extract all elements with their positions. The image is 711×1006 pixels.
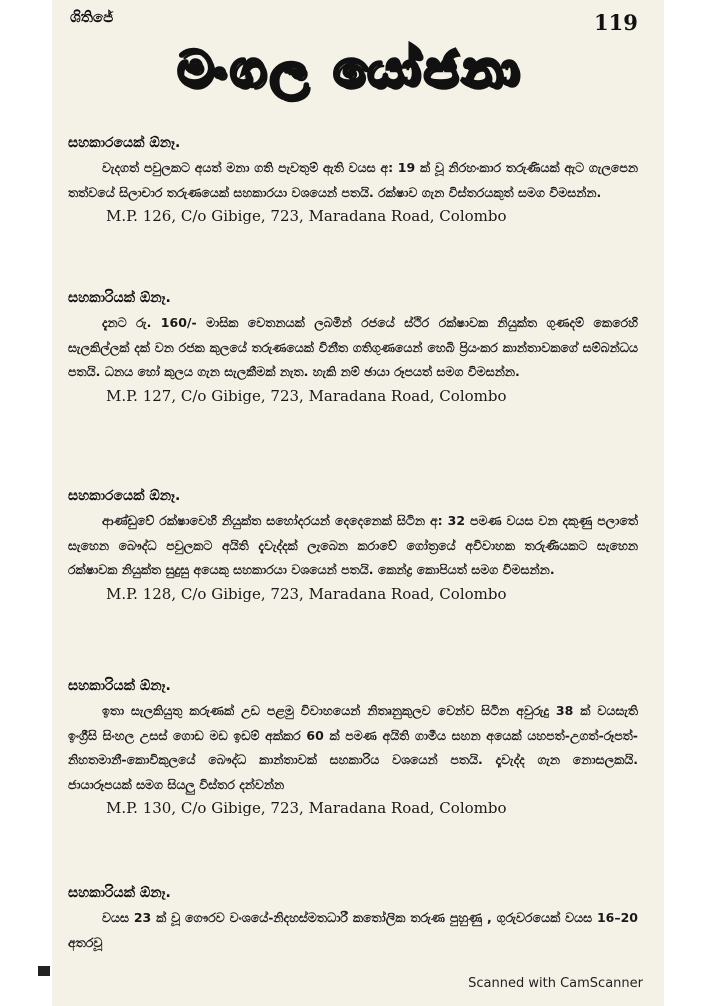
ad-heading: සහකාරයෙක් ඕනෑ. xyxy=(68,488,181,504)
classified-ad-1 xyxy=(68,135,638,225)
ad-heading: සහකාරයෙක් ඕනෑ. xyxy=(68,135,181,151)
ad-contact: M.P. 128, C/o Gibige, 723, Maradana Road, Colombo xyxy=(106,584,507,603)
classified-ad-2 xyxy=(68,290,638,405)
scanner-watermark: Scanned with CamScanner xyxy=(468,976,643,991)
ad-body: දැනට රු. 160/- මාසික වෙතනයක් ලබමින් රජයේ ස්ථිර රක්ෂාවක නියුක්ත ගුණදම් කෙරෙහි සැලකිල්ලක් දක් වන රජක කුලයේ තරුණයෙක් විනීත ගතිගුණයෙන් හෙබි ප්‍රියංකර කාන්තාවකගේ සම්බන්ධය පතයි. ධනය හෝ කුලය ගැන සැලකීමක් නැත. හැකි නම් ඡායා රූපයත් සමග විමසන්න. xyxy=(68,315,638,379)
page-title: මංගල යෝජනා xyxy=(177,40,523,98)
classified-ad-3 xyxy=(68,488,638,603)
ad-body: ආණ්ඩුවේ රක්ෂාවෙහි නියුක්ත සහෝදරයන් දෙදෙනෙක් සිටින අ: 32 පමණ වයස වන දකුණු පලාතේ සැහෙන බෞද්ධ පවුලකට අයිති දැවැද්දක් ලැබෙන කරාවේ ගෝත්‍රයේ අවිවාහක තරුණියකට සැහෙන රක්ෂාවක නියුක්ත සුදුසු අයෙකු සහකාරයා වශයෙන් පතයි. කෙන්ද්‍ර කොපියත් සමග විමසන්න. xyxy=(68,513,638,577)
classified-ad-5 xyxy=(68,885,638,955)
ad-contact: M.P. 126, C/o Gibige, 723, Maradana Road, Colombo xyxy=(106,207,507,225)
ad-heading: සහකාරියක් ඕනෑ. xyxy=(68,678,171,694)
ad-body: වයස 23 ක් වූ ගෞරව වංශයේ-නිදහස්මතධාරී කතෝලික තරුණ පුහුණු , ගුරුවරයෙක් වයස 16–20 අතරවූ xyxy=(68,910,638,950)
ad-heading: සහකාරියක් ඕනෑ. xyxy=(68,885,171,901)
ad-heading: සහකාරියක් ඕනෑ. xyxy=(68,290,171,306)
ad-body: වැදගත් පවුලකට අයත් මනා ගති පැවතුම් ඇති වයස අ: 19 ක් වූ නිරහංකාර තරුණියක් ඇට ගැලපෙන තත්වයේ සිලාචාර තරුණයෙක් සහකාරයා වශයෙන් පතයි. රක්ෂාව ගැන විස්තරයකුත් සමග විමසන්න. xyxy=(68,160,638,200)
ad-contact: M.P. 130, C/o Gibige, 723, Maradana Road, Colombo xyxy=(106,799,507,817)
scan-edge-mark xyxy=(38,966,50,976)
running-header: ශිතිජේ xyxy=(70,8,114,26)
ad-contact: M.P. 127, C/o Gibige, 723, Maradana Road, Colombo xyxy=(106,386,507,405)
page-number: 119 xyxy=(594,10,638,35)
classified-ad-4 xyxy=(68,678,638,817)
ad-body: ඉතා සැලකියුතු කරුණක් උඩ පළමු විවාහයෙන් නිතෘනුකුලව වෙන්ව සිටින අවුරුදු 38 ක් වයසැති ඉංග්‍රීසි සිංහල උසස් ගොඩ මඩ ඉඩම් අක්කර 60 ක් පමණ අයිති ගාමීය සහන අයෙක් යහපත්-උගත්-රූපත්-නිහතමානී-කොවිකුලයේ බෞද්ධ කාන්තාවක් සහකාරිය වශයෙන් පතයි. දෑවැද්ද ගැන නොසලකයි. ජායාරූපයක් සමග සියලු විස්තර දන්වන්න xyxy=(68,703,638,792)
